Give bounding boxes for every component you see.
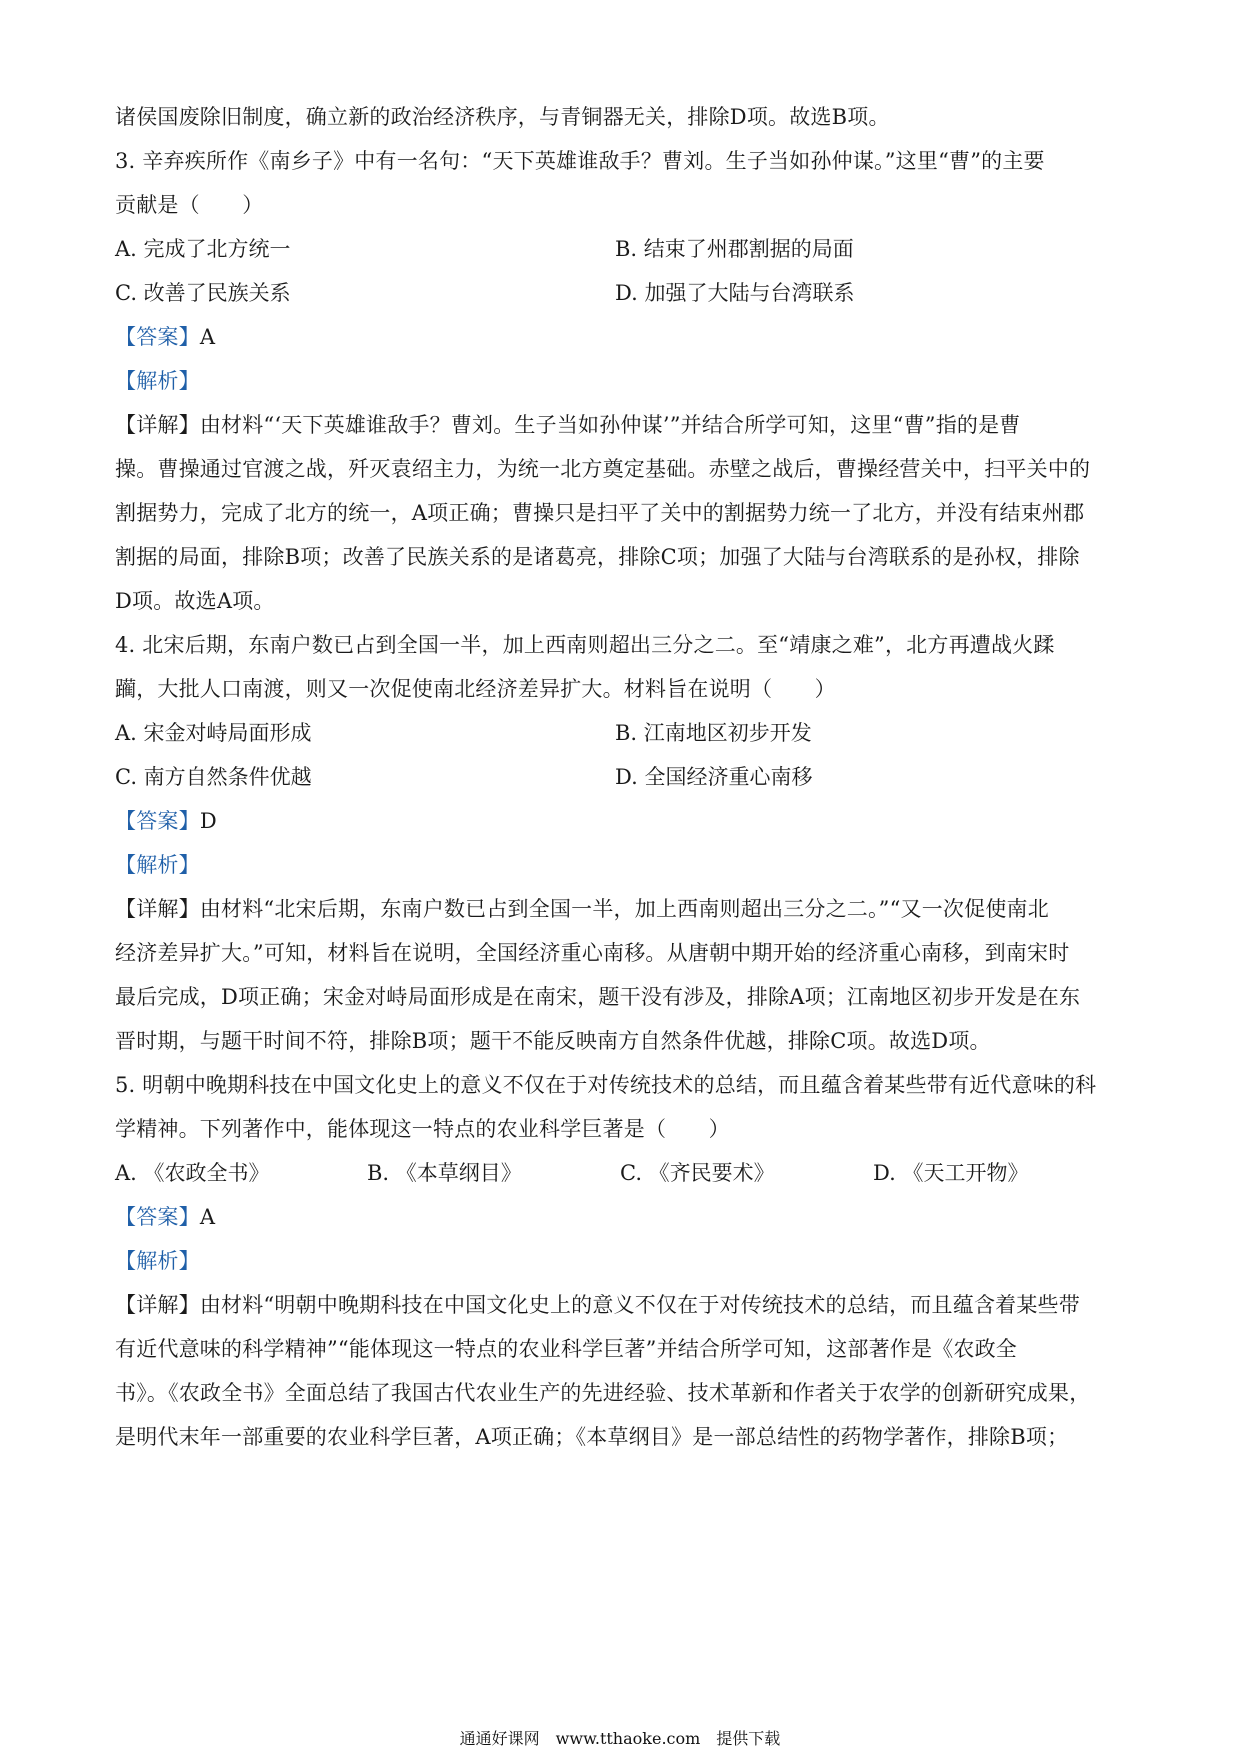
q4-option-d: D. 全国经济重心南移 [615, 765, 813, 789]
q5-analysis-tag: 【解析】 [115, 1249, 200, 1273]
q5-option-b: B. 《本草纲目》 [367, 1161, 522, 1185]
question-3-stem: 3. 辛弃疾所作《南乡子》中有一名句：“天下英雄谁敌手？曹刘。生子当如孙仲谋。”这里“曹”的主要 [115, 149, 1045, 173]
q3-detail [115, 411, 1130, 439]
detail-text: 由材料“‘天下英雄谁敌手？曹刘。生子当如孙仲谋’”并结合所学可知，这里“曹”指的是曹 [199, 413, 1021, 437]
q4-detail: 晋时期，与题干时间不符，排除B项；题干不能反映南方自然条件优越，排除C项。故选D项。 [115, 1029, 991, 1053]
question-4-stem: 躏，大批人口南渡，则又一次促使南北经济差异扩大。材料旨在说明（ ） [115, 677, 836, 701]
detail-tag: 【详解】 [115, 413, 200, 437]
q3-detail: 割据势力，完成了北方的统一，A项正确；曹操只是扫平了关中的割据势力统一了北方，并没有结束州郡 [115, 501, 1085, 525]
q5-option-c: C. 《齐民要术》 [620, 1161, 775, 1185]
q3-option-a: A. 完成了北方统一 [115, 237, 291, 261]
q3-option-b: B. 结束了州郡割据的局面 [615, 237, 854, 261]
detail-text: 由材料“明朝中晚期科技在中国文化史上的意义不仅在于对传统技术的总结，而且蕴含着某些带 [199, 1293, 1080, 1317]
q3-detail: 操。曹操通过官渡之战，歼灭袁绍主力，为统一北方奠定基础。赤壁之战后，曹操经营关中，扫平关中的 [115, 457, 1091, 481]
question-5-stem: 5. 明朝中晚期科技在中国文化史上的意义不仅在于对传统技术的总结，而且蕴含着某些带有近代意味的科 [115, 1073, 1097, 1097]
q5-detail: 有近代意味的科学精神”“能体现这一特点的农业科学巨著”并结合所学可知，这部著作是《农政全 [115, 1337, 1018, 1361]
q3-answer [115, 323, 1130, 351]
answer-value: A [199, 325, 216, 349]
q5-detail: 是明代末年一部重要的农业科学巨著，A项正确；《本草纲目》是一部总结性的药物学著作，排除B项； [115, 1425, 1069, 1449]
q5-answer [115, 1203, 1130, 1231]
q4-option-a: A. 宋金对峙局面形成 [115, 721, 312, 745]
q4-detail: 经济差异扩大。”可知，材料旨在说明，全国经济重心南移。从唐朝中期开始的经济重心南移，到南宋时 [115, 941, 1070, 965]
question-5-stem: 学精神。下列著作中，能体现这一特点的农业科学巨著是（ ） [115, 1117, 730, 1141]
question-4-stem: 4. 北宋后期，东南户数已占到全国一半，加上西南则超出三分之二。至“靖康之难”，北方再遭战火蹂 [115, 633, 1055, 657]
answer-value: D [199, 809, 217, 833]
question-3-stem: 贡献是（ ） [115, 193, 264, 217]
q4-option-b: B. 江南地区初步开发 [615, 721, 812, 745]
q3-analysis-tag: 【解析】 [115, 369, 200, 393]
q5-option-d: D. 《天工开物》 [873, 1161, 1029, 1185]
page-footer: 通通好课网 www.tthaoke.com 提供下载 [459, 1729, 781, 1748]
q5-detail [115, 1291, 1130, 1319]
q4-answer [115, 807, 1130, 835]
q4-option-c: C. 南方自然条件优越 [115, 765, 312, 789]
q3-detail: D项。故选A项。 [115, 589, 275, 613]
detail-text: 由材料“北宋后期，东南户数已占到全国一半，加上西南则超出三分之二。”“又一次促使南北 [199, 897, 1049, 921]
q4-detail [115, 895, 1130, 923]
answer-tag: 【答案】 [115, 1205, 200, 1229]
text-line: 诸侯国废除旧制度，确立新的政治经济秩序，与青铜器无关，排除D项。故选B项。 [115, 105, 890, 129]
q3-option-c: C. 改善了民族关系 [115, 281, 291, 305]
answer-tag: 【答案】 [115, 809, 200, 833]
detail-tag: 【详解】 [115, 897, 200, 921]
q4-analysis-tag: 【解析】 [115, 853, 200, 877]
q3-option-d: D. 加强了大陆与台湾联系 [615, 281, 855, 305]
q4-detail: 最后完成，D项正确；宋金对峙局面形成是在南宋，题干没有涉及，排除A项；江南地区初步开发是在东 [115, 985, 1081, 1009]
q5-detail: 书》。《农政全书》全面总结了我国古代农业生产的先进经验、技术革新和作者关于农学的创新研究成果， [115, 1381, 1091, 1405]
answer-tag: 【答案】 [115, 325, 200, 349]
detail-tag: 【详解】 [115, 1293, 200, 1317]
q3-detail: 割据的局面，排除B项；改善了民族关系的是诸葛亮，排除C项；加强了大陆与台湾联系的是孙权，排除 [115, 545, 1080, 569]
q5-option-a: A. 《农政全书》 [115, 1161, 270, 1185]
answer-value: A [199, 1205, 216, 1229]
